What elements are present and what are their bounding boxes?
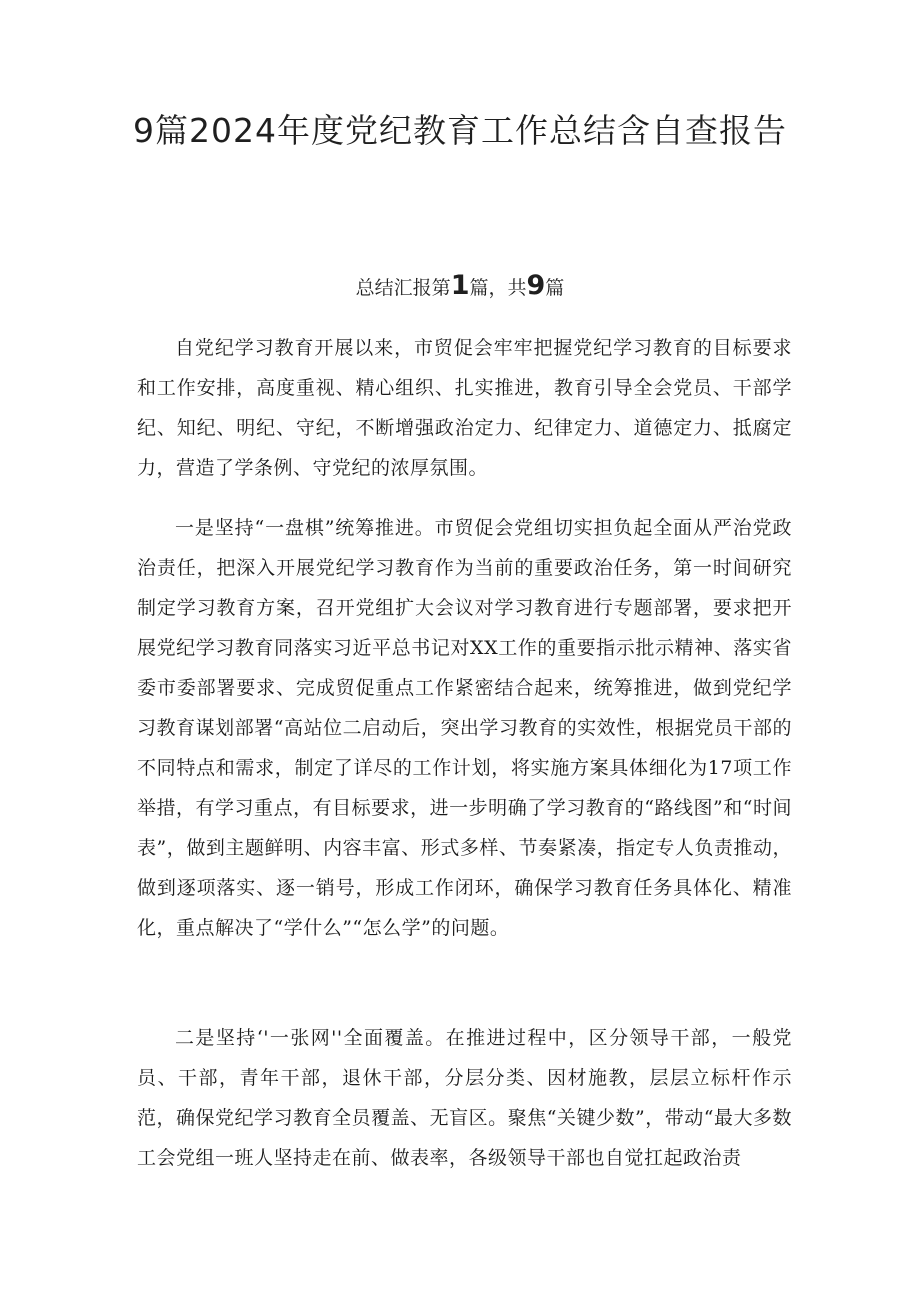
paragraph-intro: 自党纪学习教育开展以来，市贸促会牢牢把握党纪学习教育的目标要求和工作安排，高度重视、精心组织、扎实推进，教育引导全会党员、干部学纪、知纪、明纪、守纪，不断增强政治定力、纪律定力、道德定力、抵腐定力，营造了学条例、守党纪的浓厚氛围。 [137, 337, 792, 479]
paragraph-point-one: 一是坚持“一盘棋”统筹推进。市贸促会党组切实担负起全面从严治党政治责任，把深入开展党纪学习教育作为当前的重要政治任务，第一时间研究制定学习教育方案，召开党组扩大会议对学习教育进行专题部署，要求把开展党纪学习教育同落实习近平总书记对XX工作的重要指示批示精神、落实省委市委部署要求、完成贸促重点工作紧密结合起来，统筹推进，做到党纪学习教育谋划部署“高站位二启动后，突出学习教育的实效性，根据党员干部的不同特点和需求，制定了详尽的工作计划，将实施方案具体细化为17项工作举措，有学习重点，有目标要求，进一步明确了学习教育的“路线图”和“时间表”，做到主题鲜明、内容丰富、形式多样、节奏紧凑，指定专人负责推动，做到逐项落实、逐一销号，形成工作闭环，确保学习教育任务具体化、精准化，重点解决了“学什么”“怎么学”的问题。 [137, 517, 792, 939]
paragraph-point-two: 二是坚持‘'一张网''全面覆盖。在推进过程中，区分领导干部，一般党员、干部，青年干部，退休干部，分层分类、因材施教，层层立标杆作示范，确保党纪学习教育全员覆盖、无盲区。聚焦“关键少数”，带动“最大多数工会党组一班人坚持走在前、做表率，各级领导干部也自觉扛起政治责 [137, 1027, 792, 1169]
document-title: 9篇2024年度党纪教育工作总结含自查报告 [133, 111, 787, 150]
subtitle-part-number: 1 [450, 270, 470, 301]
subtitle-middle: 篇，共 [469, 277, 527, 299]
subtitle-suffix: 篇 [545, 277, 565, 299]
subtitle-prefix: 总结汇报第 [355, 277, 451, 299]
subtitle-total-number: 9 [526, 270, 546, 301]
document-subtitle [0, 268, 920, 306]
